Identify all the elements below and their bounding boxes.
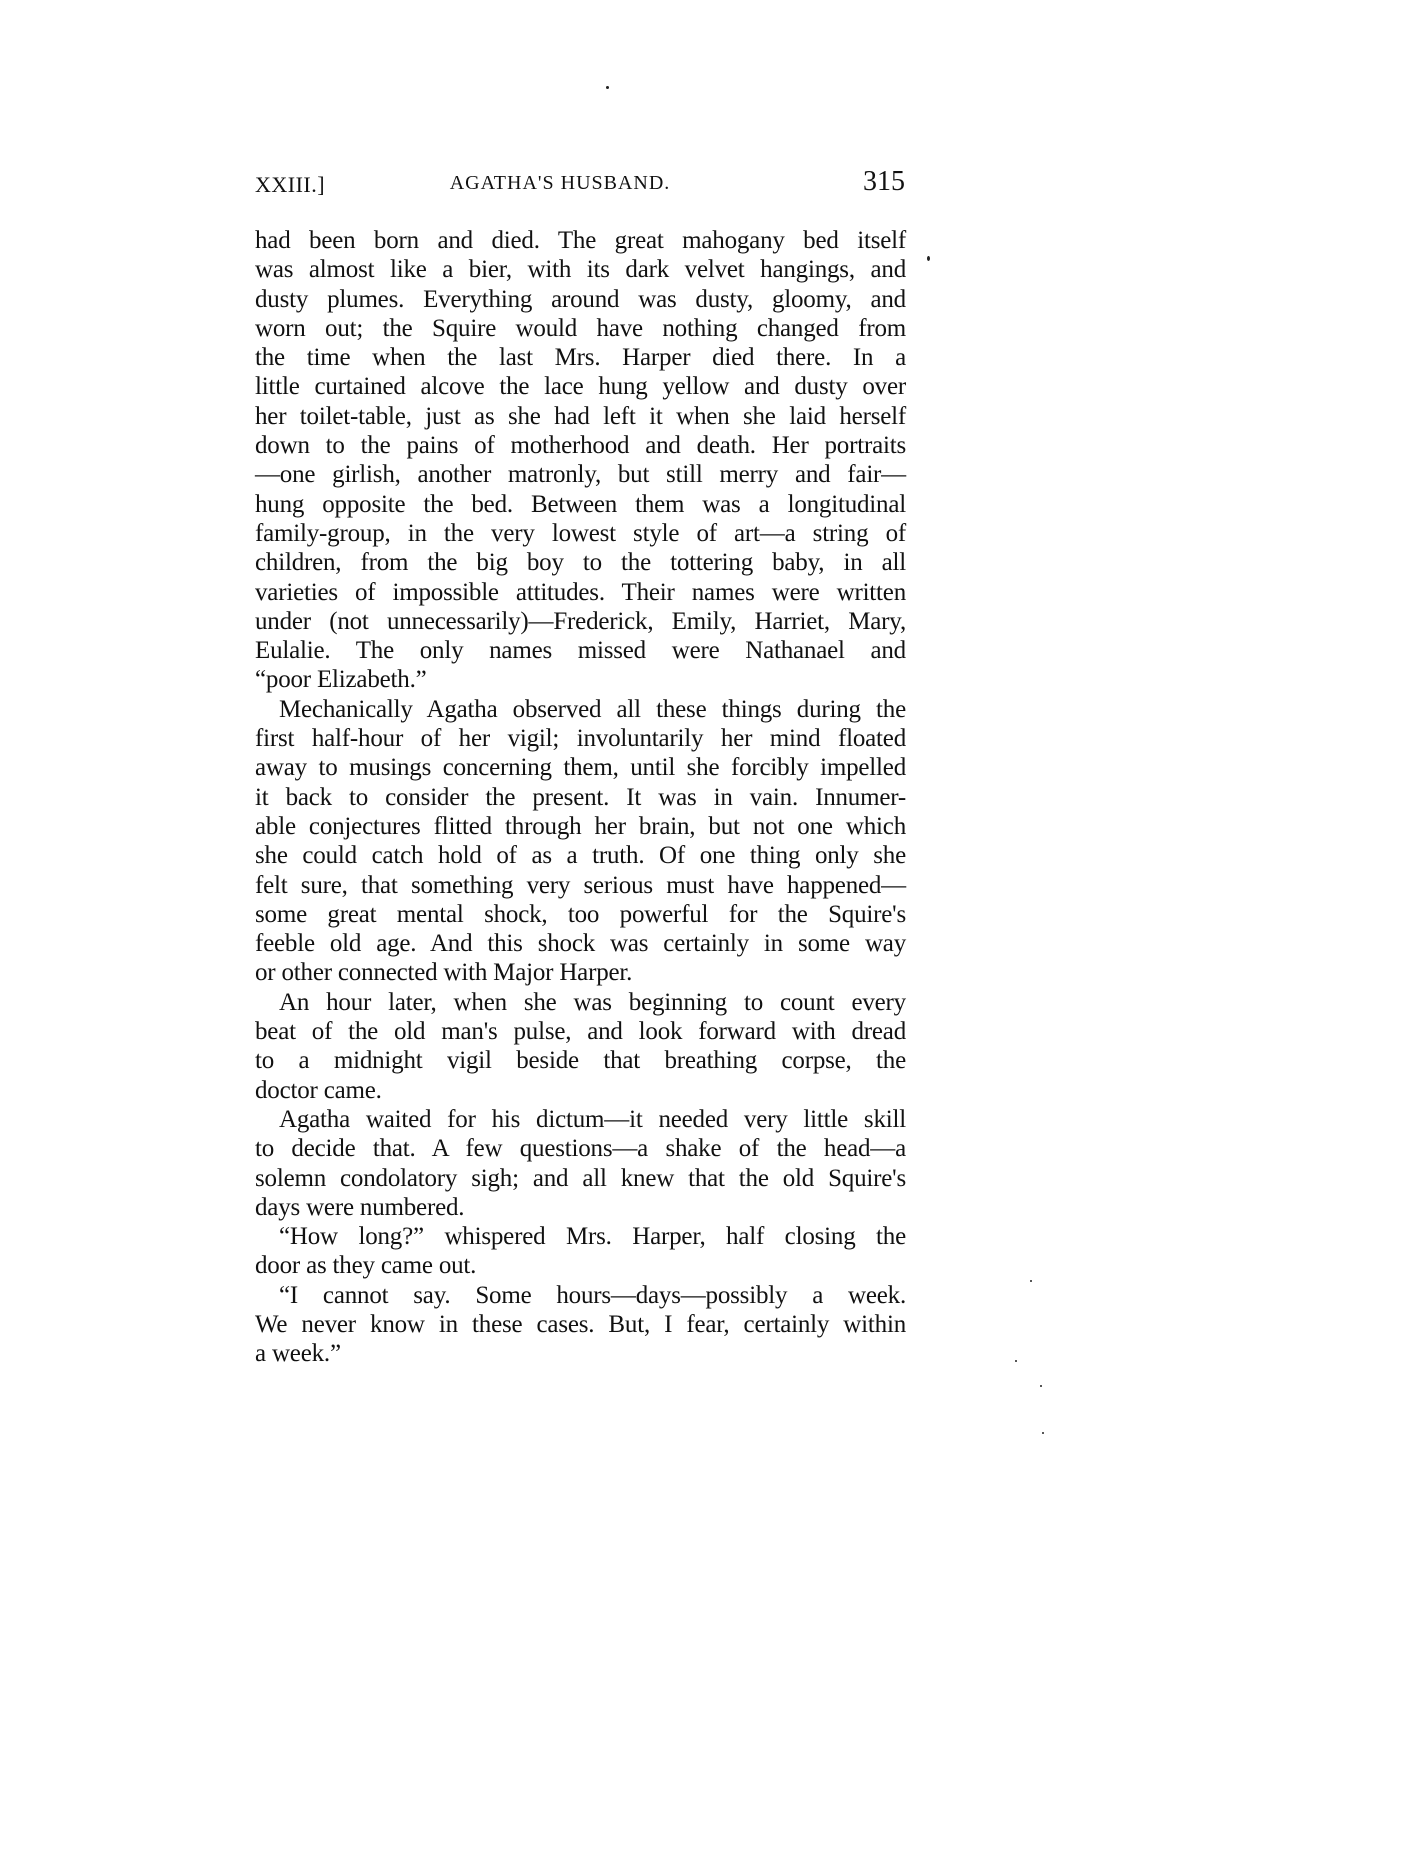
- paragraph: [255, 1222, 906, 1281]
- text-line: her toilet-table, just as she had left it when she laid herself: [255, 402, 906, 430]
- text-line: to decide that. A few questions—a shake of the head—a: [255, 1135, 906, 1163]
- scan-speck: [1042, 1432, 1044, 1434]
- scan-speck: [927, 256, 930, 261]
- text-line: family-group, in the very lowest style of art—a string of: [255, 519, 906, 547]
- text-line: —one girlish, another matronly, but still merry and fair—: [255, 461, 906, 489]
- text-line: or other connected with Major Harper.: [255, 959, 633, 987]
- scan-speck: [1040, 1385, 1042, 1387]
- text-line: able conjectures flitted through her brain, but not one which: [255, 812, 906, 840]
- text-line: felt sure, that something very serious must have happened—: [255, 871, 906, 899]
- text-line: was almost like a bier, with its dark velvet hangings, and: [255, 256, 906, 284]
- text-line: down to the pains of motherhood and death. Her portraits: [255, 432, 906, 460]
- chapter-number: XXIII.]: [255, 172, 326, 197]
- text-line: door as they came out.: [255, 1252, 477, 1280]
- text-line: to a midnight vigil beside that breathing corpse, the: [255, 1047, 906, 1075]
- scan-speck: [606, 86, 609, 89]
- text-line: Agatha waited for his dictum—it needed very little skill: [279, 1105, 906, 1133]
- text-line: had been born and died. The great mahogany bed itself: [255, 227, 906, 254]
- text-line: hung opposite the bed. Between them was a longitudinal: [255, 490, 906, 518]
- text-line: first half-hour of her vigil; involuntarily her mind floated: [255, 725, 906, 753]
- paragraph: [255, 695, 906, 988]
- text-line: a week.”: [255, 1340, 341, 1368]
- page-number: 315: [863, 166, 905, 197]
- text-line: We never know in these cases. But, I fear, certainly within: [255, 1310, 906, 1338]
- text-line: “How long?” whispered Mrs. Harper, half closing the: [279, 1223, 906, 1251]
- text-line: away to musings concerning them, until she forcibly impelled: [255, 754, 906, 782]
- text-line: An hour later, when she was beginning to count every: [279, 988, 906, 1016]
- running-header: [255, 166, 905, 202]
- text-line: she could catch hold of as a truth. Of one thing only she: [255, 842, 906, 870]
- text-line: beat of the old man's pulse, and look forward with dread: [255, 1018, 906, 1046]
- scan-speck: [1030, 1280, 1032, 1282]
- paragraph: [255, 1105, 906, 1222]
- page-body: [255, 226, 906, 1369]
- paragraph: [255, 1281, 906, 1369]
- text-line: under (not unnecessarily)—Frederick, Emily, Harriet, Mary,: [255, 607, 906, 635]
- text-line: solemn condolatory sigh; and all knew that the old Squire's: [255, 1164, 906, 1192]
- text-line: worn out; the Squire would have nothing changed from: [255, 314, 906, 342]
- paragraph: [255, 988, 906, 1105]
- scan-speck: [1015, 1360, 1017, 1362]
- text-line: the time when the last Mrs. Harper died there. In a: [255, 344, 906, 372]
- text-line: Mechanically Agatha observed all these things during the: [279, 695, 906, 723]
- text-line: feeble old age. And this shock was certainly in some way: [255, 930, 906, 958]
- running-title: AGATHA'S HUSBAND.: [449, 172, 671, 194]
- text-line: varieties of impossible attitudes. Their names were written: [255, 578, 906, 606]
- text-line: “poor Elizabeth.”: [255, 666, 427, 694]
- text-line: it back to consider the present. It was in vain. Innumer-: [255, 783, 906, 811]
- paragraph: [255, 226, 906, 695]
- text-line: children, from the big boy to the tottering baby, in all: [255, 549, 906, 577]
- text-line: days were numbered.: [255, 1193, 465, 1221]
- text-line: some great mental shock, too powerful for the Squire's: [255, 900, 906, 928]
- text-line: doctor came.: [255, 1076, 382, 1104]
- text-line: Eulalie. The only names missed were Nathanael and: [255, 637, 906, 665]
- text-line: dusty plumes. Everything around was dusty, gloomy, and: [255, 285, 906, 313]
- text-line: “I cannot say. Some hours—days—possibly a week.: [279, 1281, 906, 1309]
- text-line: little curtained alcove the lace hung yellow and dusty over: [255, 373, 906, 401]
